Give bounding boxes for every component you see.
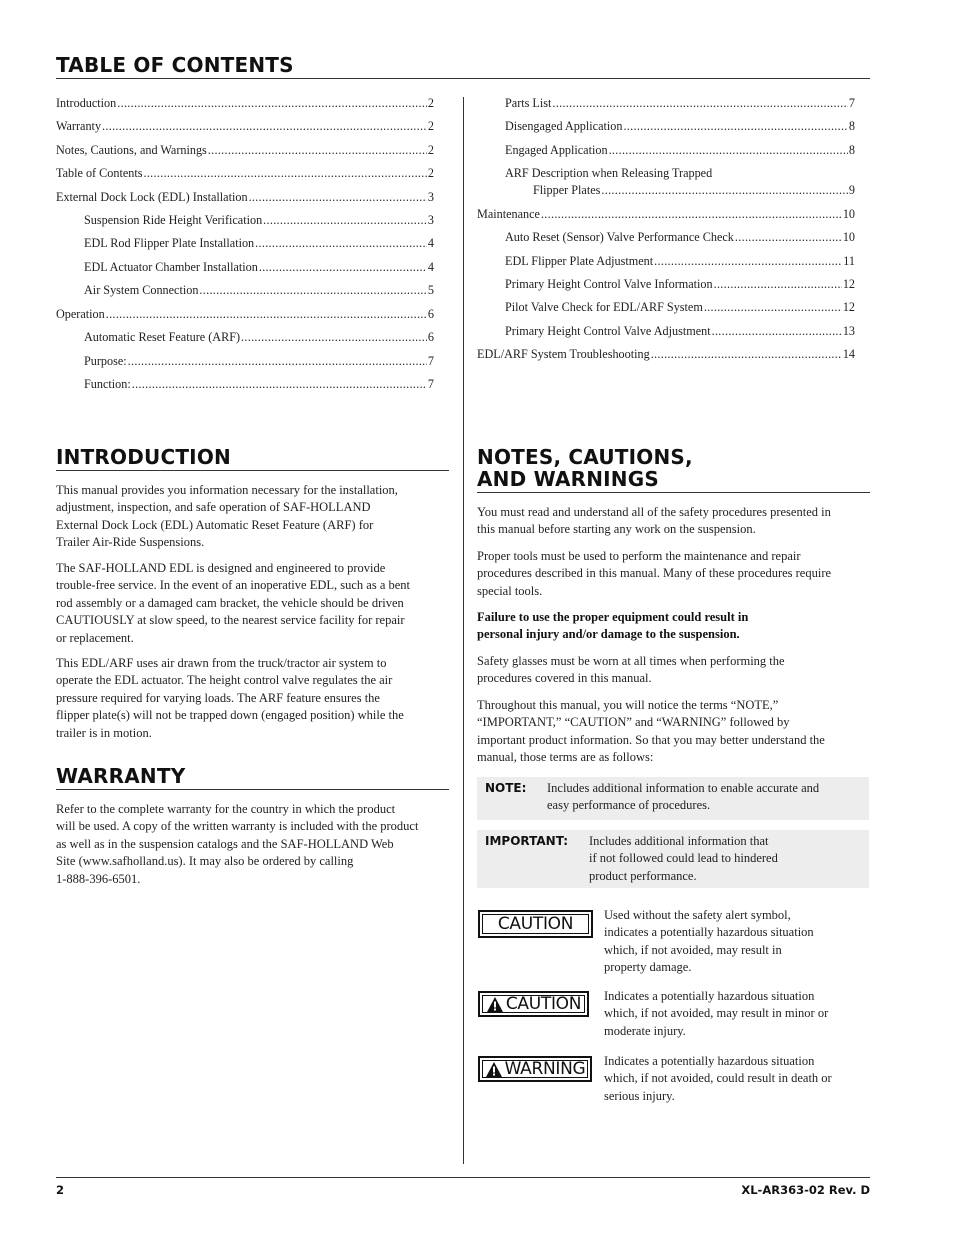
important-tag: IMPORTANT: [485,834,569,848]
text-line: special tools. [477,583,543,598]
toc-entry[interactable] [56,165,434,181]
introduction-paragraph-1 [56,482,456,552]
toc-title-rule [56,78,870,79]
text-line: product performance. [589,868,697,883]
toc-entry[interactable] [533,182,855,198]
toc-entry[interactable] [505,276,855,292]
toc-entry[interactable] [505,253,855,269]
toc-entry-page: 3 [427,190,434,204]
text-line: Proper tools must be used to perform the maintenance and repair [477,549,801,563]
toc-entry-page: 10 [842,230,855,244]
text-line: indicates a potentially hazardous situation [604,925,814,940]
caution-alert-sign-label: CAUTION [505,994,582,1014]
caution-sign [478,910,593,938]
toc-leader-dots [541,206,842,222]
safety-alert-icon [486,996,504,1013]
text-line: Trailer Air-Ride Suspensions. [56,535,205,550]
toc-entry-label: Notes, Cautions, and Warnings [56,143,207,157]
toc-entry-label: Maintenance [477,207,540,221]
toc-leader-dots [143,165,426,181]
toc-entry[interactable] [84,282,434,298]
text-line: rod assembly or a damaged cam bracket, the vehicle should be driven [56,595,404,610]
text-line: or replacement. [56,630,134,645]
text-line: if not followed could lead to hindered [589,851,778,866]
warranty-paragraph [56,801,456,888]
toc-leader-dots [651,346,842,362]
toc-entry[interactable] [84,329,434,345]
notes-heading-line-2: AND WARNINGS [477,467,659,491]
toc-entry[interactable] [477,346,855,362]
note-text [547,780,867,815]
page-number: 2 [56,1183,65,1197]
text-line: personal injury and/or damage to the suspension. [477,627,740,642]
text-line: trouble-free service. In the event of an inoperative EDL, such as a bent [56,578,411,593]
text-line: serious injury. [604,1088,675,1103]
toc-entry-page: 9 [848,183,855,197]
toc-entry-page: 4 [427,236,434,250]
toc-entry-label: Automatic Reset Feature (ARF) [84,330,241,344]
toc-entry-page: 2 [427,96,434,110]
toc-entry-label: ARF Description when Releasing Trapped [505,166,713,180]
toc-entry-page: 7 [427,377,434,391]
toc-entry-label: Auto Reset (Sensor) Valve Performance Check [505,230,734,244]
toc-entry-page: 7 [848,96,855,110]
toc-entry[interactable] [56,306,434,322]
toc-entry-page: 7 [427,354,434,368]
toc-entry-page: 11 [843,254,855,268]
text-line: which, if not avoided, may result in [604,942,782,957]
notes-paragraph-2 [477,548,877,600]
toc-entry[interactable] [505,165,855,181]
toc-entry[interactable] [56,142,434,158]
text-line: which, if not avoided, could result in death or [604,1071,832,1086]
toc-entry[interactable] [505,299,855,315]
important-box [477,830,869,888]
toc-entry[interactable] [56,118,434,134]
toc-entry[interactable] [84,259,434,275]
toc-entry-label: EDL/ARF System Troubleshooting [477,347,650,361]
toc-entry-label: External Dock Lock (EDL) Installation [56,190,248,204]
text-line: flipper plate(s) will not be trapped down (engaged position) while the [56,708,404,723]
caution-sign-label: CAUTION [497,914,574,934]
toc-leader-dots [249,189,427,205]
toc-entry-label: EDL Rod Flipper Plate Installation [84,236,255,250]
text-line: Includes additional information to enable accurate and [547,781,820,795]
toc-leader-dots [714,276,842,292]
notes-heading-line-1: NOTES, CAUTIONS, [477,445,693,469]
toc-leader-dots [106,306,427,322]
toc-entry-label: Operation [56,307,105,321]
toc-entry-label: Introduction [56,96,117,110]
text-line: this manual before starting any work on the suspension. [477,522,756,537]
toc-leader-dots [552,95,848,111]
warranty-heading: WARRANTY [56,764,186,788]
toc-entry-page: 6 [427,330,434,344]
toc-entry-page: 8 [848,119,855,133]
text-line: will be used. A copy of the written warranty is included with the product [56,819,419,834]
toc-entry-label: EDL Flipper Plate Adjustment [505,254,654,268]
toc-entry-page: 14 [842,347,855,361]
toc-entry[interactable] [56,189,434,205]
toc-entry-label: Table of Contents [56,166,143,180]
warning-sign [478,1056,592,1082]
introduction-rule [56,470,449,471]
text-line: important product information. So that you may better understand the [477,732,825,747]
document-id: XL-AR363-02 Rev. D [741,1183,870,1197]
toc-entry[interactable] [505,142,855,158]
text-line: 1-888-396-6501. [56,871,141,886]
notes-paragraph-5 [477,697,877,767]
toc-leader-dots [255,235,427,251]
toc-leader-dots [259,259,427,275]
toc-entry[interactable] [505,118,855,134]
toc-entry-label: Purpose: [84,354,127,368]
text-line: Includes additional information that [589,834,769,848]
toc-entry-page: 2 [427,143,434,157]
text-line: This EDL/ARF uses air drawn from the truck/tractor air system to [56,656,387,670]
safety-alert-icon [485,1061,503,1078]
toc-entry-label: Warranty [56,119,102,133]
text-line: Indicates a potentially hazardous situation [604,1054,815,1068]
footer-rule [56,1177,870,1178]
toc-entry-page: 5 [427,283,434,297]
text-line: trailer is in motion. [56,725,152,740]
toc-entry-label: EDL Actuator Chamber Installation [84,260,258,274]
caution-description [604,907,864,977]
toc-leader-dots [128,353,427,369]
toc-leader-dots [735,229,842,245]
toc-leader-dots [102,118,427,134]
toc-entry-label: Pilot Valve Check for EDL/ARF System [505,300,703,314]
toc-leader-dots [117,95,427,111]
text-line: Failure to use the proper equipment could result in [477,610,749,624]
notes-paragraph-4 [477,653,877,688]
text-line: You must read and understand all of the safety procedures presented in [477,505,831,519]
toc-leader-dots [208,142,427,158]
text-line: easy performance of procedures. [547,798,711,813]
toc-entry-page: 6 [427,307,434,321]
notes-rule [477,492,870,493]
toc-entry-label: Engaged Application [505,143,608,157]
introduction-paragraph-3 [56,655,456,742]
text-line: Site (www.safholland.us). It may also be ordered by calling [56,854,354,869]
caution-alert-sign [478,991,589,1017]
toc-entry-label: Primary Height Control Valve Adjustment [505,324,711,338]
notes-paragraph-1 [477,504,877,539]
warning-sign-label: WARNING [504,1059,586,1079]
text-line: CAUTIOUSLY at slow speed, to the nearest service facility for repair [56,613,405,628]
toc-entry[interactable] [84,353,434,369]
introduction-paragraph-2 [56,560,456,647]
toc-entry-page: 10 [842,207,855,221]
toc-entry[interactable] [477,206,855,222]
toc-entry-page: 12 [842,277,855,291]
toc-leader-dots [654,253,842,269]
notes-bold-warning [477,609,877,644]
text-line: Refer to the complete warranty for the country in which the product [56,802,396,816]
toc-entry-label: Parts List [505,96,552,110]
toc-leader-dots [132,376,427,392]
toc-leader-dots [263,212,427,228]
text-line: The SAF-HOLLAND EDL is designed and engineered to provide [56,561,386,575]
text-line: This manual provides you information necessary for the installation, [56,483,398,497]
text-line: property damage. [604,960,692,975]
note-tag: NOTE: [485,781,527,795]
caution-alert-description [604,988,868,1040]
toc-entry-label: Suspension Ride Height Verification [84,213,263,227]
text-line: Safety glasses must be worn at all times when performing the [477,654,785,668]
toc-entry[interactable] [56,95,434,111]
toc-entry-label: Primary Height Control Valve Information [505,277,713,291]
toc-entry-label: Air System Connection [84,283,199,297]
text-line: pressure required for varying loads. The ARF feature ensures the [56,690,380,705]
text-line: adjustment, inspection, and safe operation of SAF-HOLLAND [56,500,371,515]
toc-entry[interactable] [505,229,855,245]
toc-entry-page: 2 [427,119,434,133]
column-divider [463,97,464,1164]
text-line: Indicates a potentially hazardous situation [604,989,815,1003]
toc-leader-dots [623,118,847,134]
toc-entry-page: 13 [842,324,855,338]
toc-entry[interactable] [505,95,855,111]
text-line: Throughout this manual, you will notice the terms “NOTE,” [477,698,779,712]
toc-entry-page: 3 [427,213,434,227]
toc-leader-dots [241,329,427,345]
text-line: as well as in the suspension catalogs and the SAF-HOLLAND Web [56,836,394,851]
toc-leader-dots [704,299,842,315]
text-line: which, if not avoided, may result in minor or [604,1006,829,1021]
text-line: manual, those terms are as follows: [477,750,654,765]
text-line: procedures described in this manual. Many of these procedures require [477,566,832,581]
toc-entry[interactable] [84,376,434,392]
toc-entry-page: 12 [842,300,855,314]
warning-description [604,1053,868,1105]
introduction-heading: INTRODUCTION [56,445,231,469]
important-text [589,833,865,885]
toc-entry[interactable] [84,212,434,228]
toc-entry[interactable] [505,323,855,339]
toc-entry-page: 8 [848,143,855,157]
toc-entry-label: Flipper Plates [533,183,601,197]
text-line: moderate injury. [604,1023,686,1038]
toc-title: TABLE OF CONTENTS [56,53,294,77]
text-line: External Dock Lock (EDL) Automatic Reset Feature (ARF) for [56,517,374,532]
text-line: procedures covered in this manual. [477,671,652,686]
warranty-rule [56,789,449,790]
text-line: Used without the safety alert symbol, [604,908,791,922]
note-box [477,777,869,820]
toc-entry-page: 4 [427,260,434,274]
text-line: operate the EDL actuator. The height control valve regulates the air [56,673,393,688]
toc-leader-dots [712,323,842,339]
toc-entry[interactable] [84,235,434,251]
toc-leader-dots [199,282,426,298]
toc-entry-label: Disengaged Application [505,119,623,133]
toc-leader-dots [601,182,848,198]
toc-entry-label: Function: [84,377,131,391]
toc-entry-page: 2 [427,166,434,180]
toc-leader-dots [609,142,848,158]
text-line: “IMPORTANT,” “CAUTION” and “WARNING” followed by [477,715,790,730]
